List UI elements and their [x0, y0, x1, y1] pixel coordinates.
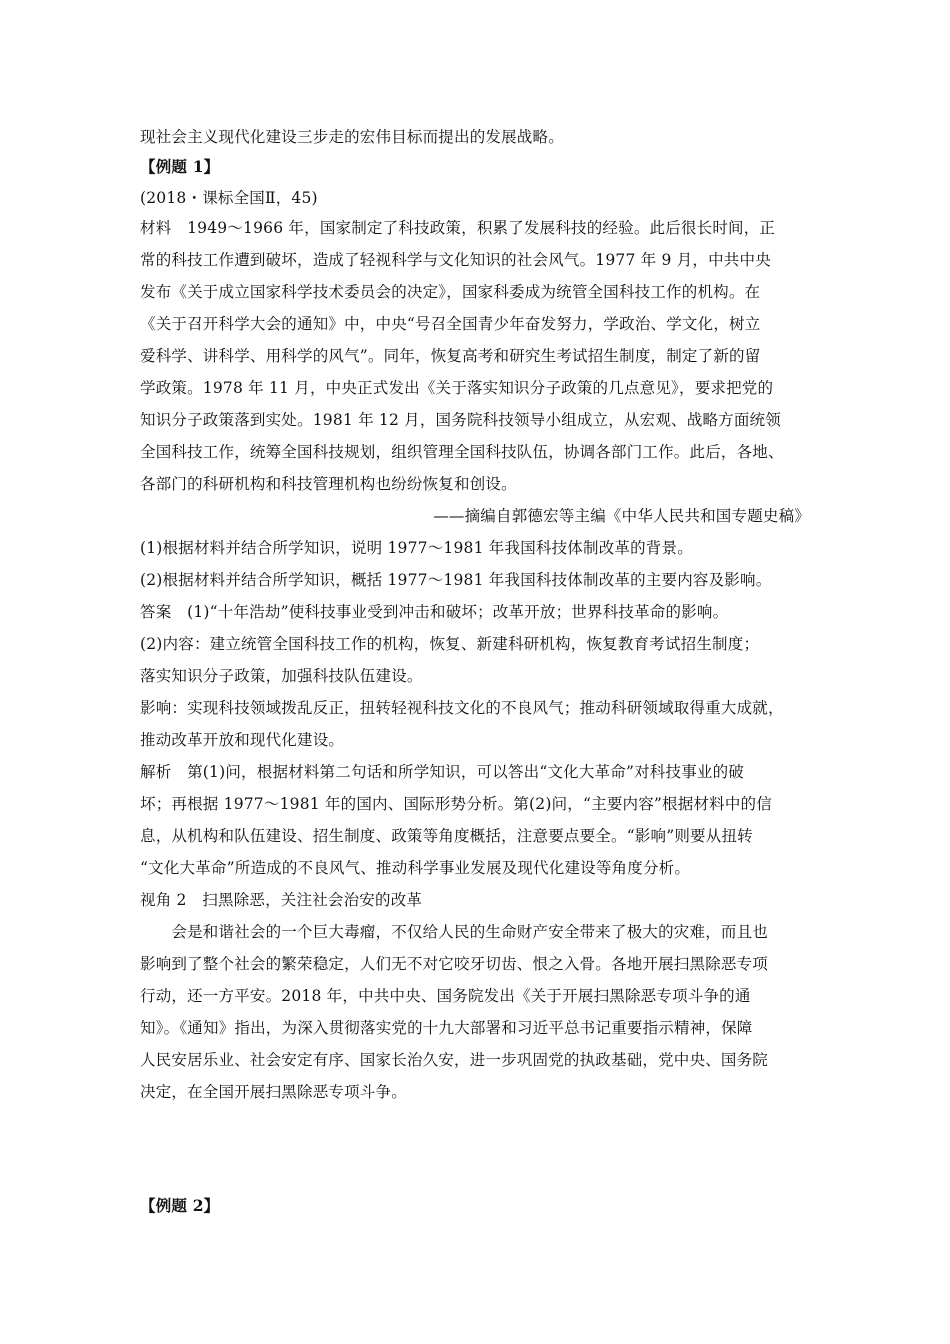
material-line: 《关于召开科学大会的通知》中，中央“号召全国青少年奋发努力，学政治、学文化，树立	[140, 315, 761, 333]
analysis-line: 解析 第(1)问，根据材料第二句话和所学知识，可以答出“文化大革命”对科技事业的破	[140, 763, 745, 781]
paragraph-line: 会是和谐社会的一个巨大毒瘤，不仅给人民的生命财产安全带来了极大的灾难，而且也	[140, 923, 769, 941]
question-line: (1)根据材料并结合所学知识，说明 1977～1981 年我国科技体制改革的背景。	[140, 539, 693, 557]
material-line: 材料 1949～1966 年，国家制定了科技政策，积累了发展科技的经验。此后很长时间，正	[140, 219, 776, 237]
paragraph-line: 决定，在全国开展扫黑除恶专项斗争。	[140, 1083, 407, 1101]
question-source: (2018・课标全国Ⅱ，45)	[140, 189, 318, 207]
answer-line: (2)内容：建立统管全国科技工作的机构，恢复、新建科研机构，恢复教育考试招生制度；	[140, 635, 760, 653]
material-line: 学政策。1978 年 11 月，中央正式发出《关于落实知识分子政策的几点意见》，要求把党的	[140, 379, 774, 397]
material-line: 知识分子政策落到实处。1981 年 12 月，国务院科技领导小组成立，从宏观、战略方面统领	[140, 411, 781, 429]
analysis-line: 息，从机构和队伍建设、招生制度、政策等角度概括，注意要点要全。“影响”则要从扭转	[140, 827, 753, 845]
paragraph-line: 知》。《通知》指出，为深入贯彻落实党的十九大部署和习近平总书记重要指示精神，保障	[140, 1019, 753, 1037]
text-line: 现社会主义现代化建设三步走的宏伟目标而提出的发展战略。	[140, 128, 564, 146]
answer-line: 影响：实现科技领域拨乱反正，扭转轻视科技文化的不良风气；推动科研领域取得重大成就，	[140, 699, 784, 717]
analysis-line: “文化大革命”所造成的不良风气、推动科学事业发展及现代化建设等角度分析。	[140, 859, 691, 877]
paragraph-line: 人民安居乐业、社会安定有序、国家长治久安，进一步巩固党的执政基础，党中央、国务院	[140, 1051, 769, 1069]
material-line: 全国科技工作，统筹全国科技规划，组织管理全国科技队伍，协调各部门工作。此后，各地、	[140, 443, 784, 461]
section-heading: 视角 2 扫黑除恶，关注社会治安的改革	[140, 891, 423, 909]
material-line: 常的科技工作遭到破坏，造成了轻视科学与文化知识的社会风气。1977 年 9 月，中共中央	[140, 251, 771, 269]
answer-line: 答案 (1)“十年浩劫”使科技事业受到冲击和破坏；改革开放；世界科技革命的影响。	[140, 603, 729, 621]
citation: ——摘编自郭德宏等主编《中华人民共和国专题史稿》	[433, 507, 810, 525]
answer-line: 推动改革开放和现代化建设。	[140, 731, 345, 749]
material-line: 发布《关于成立国家科学技术委员会的决定》，国家科委成为统管全国科技工作的机构。在	[140, 283, 761, 301]
answer-line: 落实知识分子政策，加强科技队伍建设。	[140, 667, 423, 685]
material-line: 爱科学、讲科学、用科学的风气”。同年，恢复高考和研究生考试招生制度，制定了新的留	[140, 347, 761, 365]
example-heading: 【例题 1】	[140, 157, 220, 176]
paragraph-line: 影响到了整个社会的繁荣稳定，人们无不对它咬牙切齿、恨之入骨。各地开展扫黑除恶专项	[140, 955, 769, 973]
paragraph-line: 行动，还一方平安。2018 年，中共中央、国务院发出《关于开展扫黑除恶专项斗争的通	[140, 987, 751, 1005]
material-line: 各部门的科研机构和科技管理机构也纷纷恢复和创设。	[140, 475, 517, 493]
example-heading: 【例题 2】	[140, 1196, 220, 1215]
question-line: (2)根据材料并结合所学知识，概括 1977～1981 年我国科技体制改革的主要内容及影响。	[140, 571, 772, 589]
analysis-line: 坏；再根据 1977～1981 年的国内、国际形势分析。第(2)问，“主要内容”根据材料中的信	[140, 795, 772, 813]
